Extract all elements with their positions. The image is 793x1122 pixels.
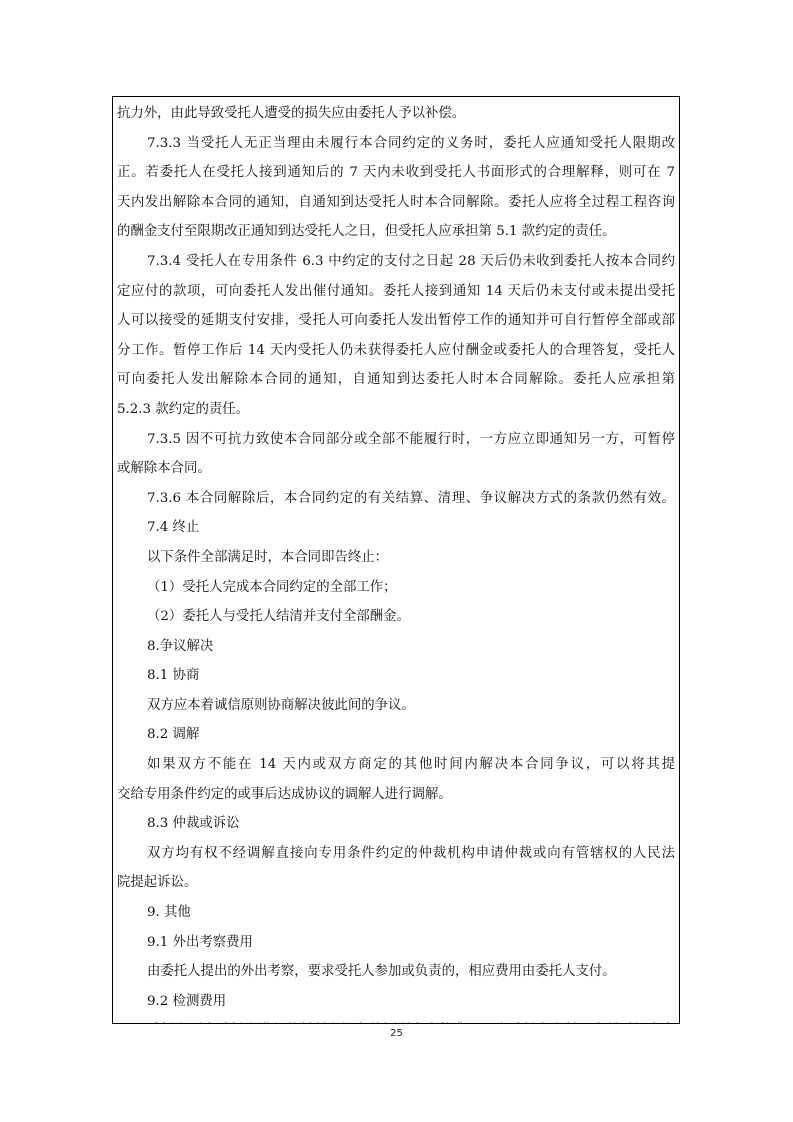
text-line: 双方均有权不经调解直接向专用条件约定的仲裁机构申请仲裁或向有管辖权的人民法 <box>147 845 675 861</box>
text-line: 8.争议解决 <box>147 638 214 654</box>
text-line: 双方应本着诚信原则协商解决彼此间的争议。 <box>147 697 415 713</box>
text-line: 以下条件全部满足时，本合同即告终止： <box>147 549 389 565</box>
text-line: （2）委托人与受托人结清并支付全部酬金。 <box>147 609 410 625</box>
text-line: 天内发出解除本合同的通知，自通知到达受托人时本合同解除。委托人应将全过程工程咨询 <box>117 194 675 210</box>
text-line: 8.1 协商 <box>147 668 200 684</box>
text-line: 的酬金支付至限期改正通知到达受托人之日，但受托人应承担第 5.1 款约定的责任。 <box>117 224 616 240</box>
text-line: 8.2 调解 <box>147 727 200 743</box>
text-line: 9. 其他 <box>147 905 191 921</box>
text-line: 抗力外，由此导致受托人遭受的损失应由委托人予以补偿。 <box>117 106 466 121</box>
text-line: 分工作。暂停工作后 14 天内受托人仍未获得委托人应付酬金或委托人的合理答复，受托人 <box>117 342 675 358</box>
text-line: 可向委托人发出解除本合同的通知，自通知到达委托人时本合同解除。委托人应承担第 <box>117 372 675 388</box>
text-line: 7.3.5 因不可抗力致使本合同部分或全部不能履行时，一方应立即通知另一方，可暂停 <box>147 431 675 447</box>
text-line: 9.1 外出考察费用 <box>147 934 253 950</box>
text-line: 9.2 检测费用 <box>147 993 227 1009</box>
page-number: 25 <box>390 1028 403 1039</box>
text-line: 正。若委托人在受托人接到通知后的 7 天内未收到受托人书面形式的合理解释，则可在 7 <box>117 165 675 181</box>
text-line: 交给专用条件约定的或事后达成协议的调解人进行调解。 <box>117 786 452 802</box>
text-line: 7.4 终止 <box>147 520 200 536</box>
text-line <box>117 1016 675 1024</box>
text-line: 5.2.3 款约定的责任。 <box>117 401 250 417</box>
contract-text-frame <box>112 96 680 1024</box>
text-line: 或解除本合同。 <box>117 461 211 477</box>
text-line: 由委托人提出的外出考察，要求受托人参加或负责的，相应费用由委托人支付。 <box>147 964 616 980</box>
text-line: 人可以接受的延期支付安排，受托人可向委托人发出暂停工作的通知并可自行暂停全部或部 <box>117 313 675 329</box>
text-line: 如果双方不能在 14 天内或双方商定的其他时间内解决本合同争议，可以将其提 <box>147 757 675 773</box>
text-line: 8.3 仲裁或诉讼 <box>147 816 240 832</box>
text-line: 院提起诉讼。 <box>117 875 198 891</box>
contract-text-body <box>117 99 675 1024</box>
text-line: 7.3.3 当受托人无正当理由未履行本合同约定的义务时，委托人应通知受托人限期改 <box>147 135 675 151</box>
text-line: 7.3.6 本合同解除后，本合同约定的有关结算、清理、争议解决方式的条款仍然有效。 <box>147 490 675 506</box>
text-line: （1）受托人完成本合同约定的全部工作； <box>147 579 397 595</box>
text-line: 7.3.4 受托人在专用条件 6.3 中约定的支付之日起 28 天后仍未收到委托人按本合同约 <box>147 253 675 269</box>
text-line: 定应付的款项，可向委托人发出催付通知。委托人接到通知 14 天后仍未支付或未提出受托 <box>117 283 675 299</box>
